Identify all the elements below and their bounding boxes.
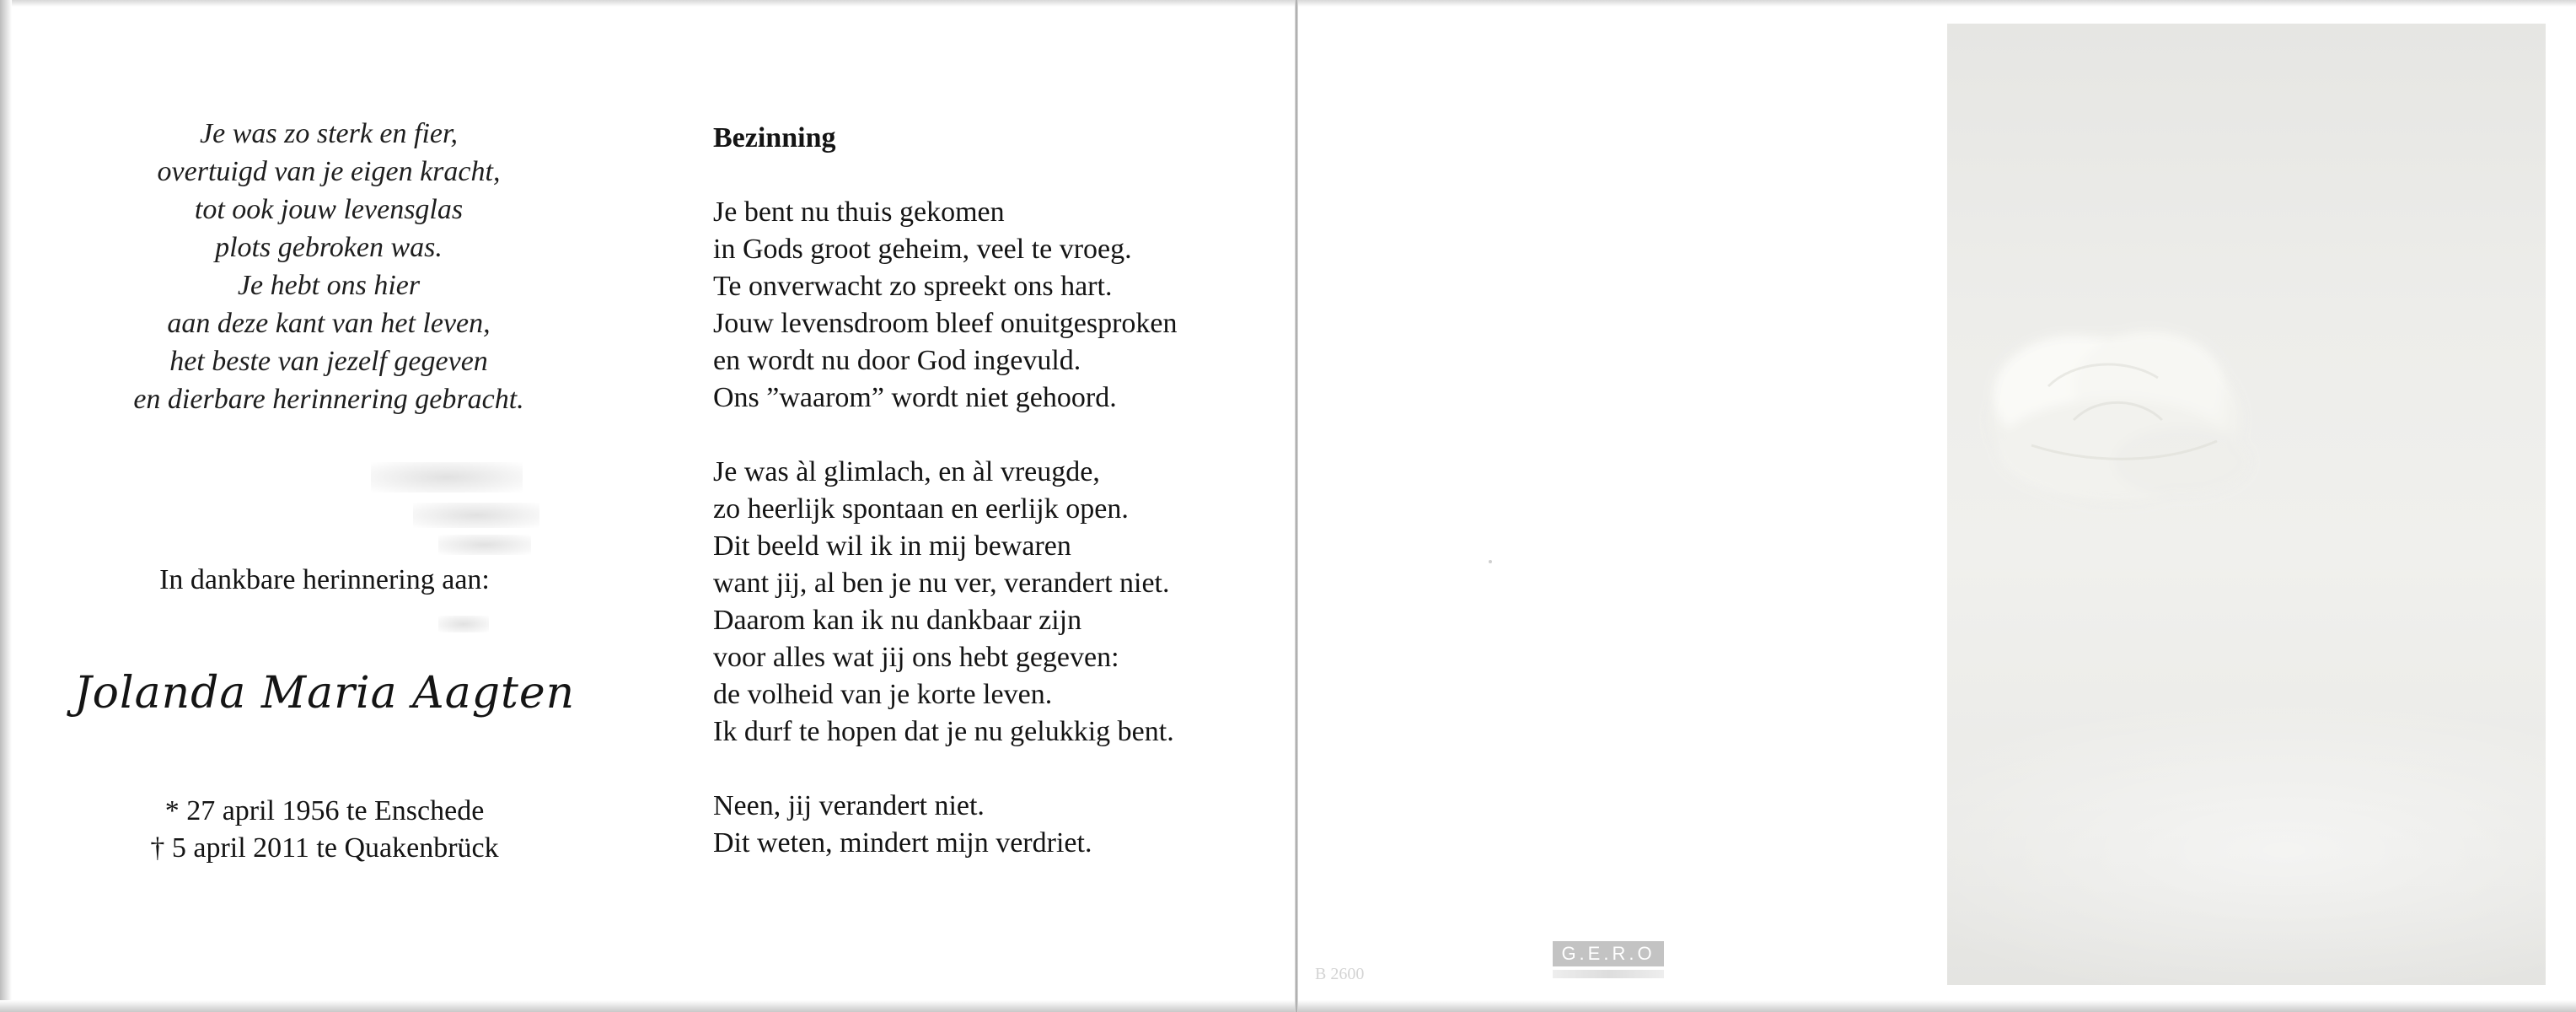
stanza: [713, 788, 1253, 862]
poem-line: aan deze kant van het leven,: [167, 308, 491, 339]
stanza-line: de volheid van je korte leven.: [713, 679, 1053, 710]
poem-line: tot ook jouw levensglas: [194, 194, 464, 225]
birth-date: * 27 april 1956 te Enschede: [164, 795, 485, 826]
reflection-title: Bezinning: [713, 122, 836, 153]
scan-smudge: [438, 616, 489, 632]
stanza-line: en wordt nu door God ingevuld.: [713, 345, 1081, 376]
scan-dust: [1489, 560, 1492, 563]
life-dates: [67, 793, 582, 867]
stanza-line: zo heerlijk spontaan en eerlijk open.: [713, 493, 1129, 525]
stanza-line: Jouw levensdroom bleef onuitgesproken: [713, 308, 1178, 339]
white-rose-icon: [1947, 24, 2546, 985]
poem-line: het beste van jezelf gegeven: [169, 346, 488, 377]
poem-line: overtuigd van je eigen kracht,: [157, 156, 501, 187]
scan-edge-top: [0, 0, 2576, 7]
stanza-line: in Gods groot geheim, veel te vroeg.: [713, 234, 1132, 265]
scan-smudge: [371, 462, 523, 493]
poem-line: Je was zo sterk en fier,: [200, 118, 458, 149]
stanza-line: Ons ”waarom” wordt niet gehoord.: [713, 382, 1117, 413]
publisher-logo-subline: [1553, 970, 1664, 978]
opening-poem: [84, 115, 573, 418]
stanza-line: want jij, al ben je nu ver, verandert niet.: [713, 568, 1170, 599]
card-fold-line: [1295, 0, 1298, 1012]
stanza-line: Ik durf te hopen dat je nu gelukkig bent.: [713, 716, 1174, 747]
poem-line: plots gebroken was.: [215, 232, 443, 263]
stanza: [713, 454, 1253, 751]
scan-smudge: [438, 535, 531, 555]
stanza-line: Daarom kan ik nu dankbaar zijn: [713, 605, 1082, 636]
stanza: [713, 194, 1253, 417]
stanza-line: Neen, jij verandert niet.: [713, 790, 985, 821]
memory-label: In dankbare herinnering aan:: [159, 564, 490, 595]
scan-edge-bottom: [0, 1000, 2576, 1012]
poem-line: en dierbare herinnering gebracht.: [133, 384, 524, 415]
card-code: B 2600: [1315, 965, 1365, 983]
reflection-poem: [713, 120, 1253, 899]
scan-edge-left: [0, 0, 12, 1012]
rose-photo: [1947, 24, 2546, 985]
stanza-line: voor alles wat jij ons hebt gegeven:: [713, 642, 1119, 673]
stanza-line: Dit beeld wil ik in mij bewaren: [713, 530, 1071, 562]
stanza-line: Te onverwacht zo spreekt ons hart.: [713, 271, 1113, 302]
stanza-line: Je was àl glimlach, en àl vreugde,: [713, 456, 1100, 487]
stanza-line: Je bent nu thuis gekomen: [713, 196, 1005, 228]
stanza-line: Dit weten, mindert mijn verdriet.: [713, 827, 1092, 859]
death-date: † 5 april 2011 te Quakenbrück: [150, 832, 499, 864]
poem-line: Je hebt ons hier: [237, 270, 421, 301]
deceased-name: Jolanda Maria Aagten: [73, 668, 576, 719]
scan-smudge: [413, 503, 539, 528]
publisher-logo: G.E.R.O: [1553, 941, 1664, 966]
